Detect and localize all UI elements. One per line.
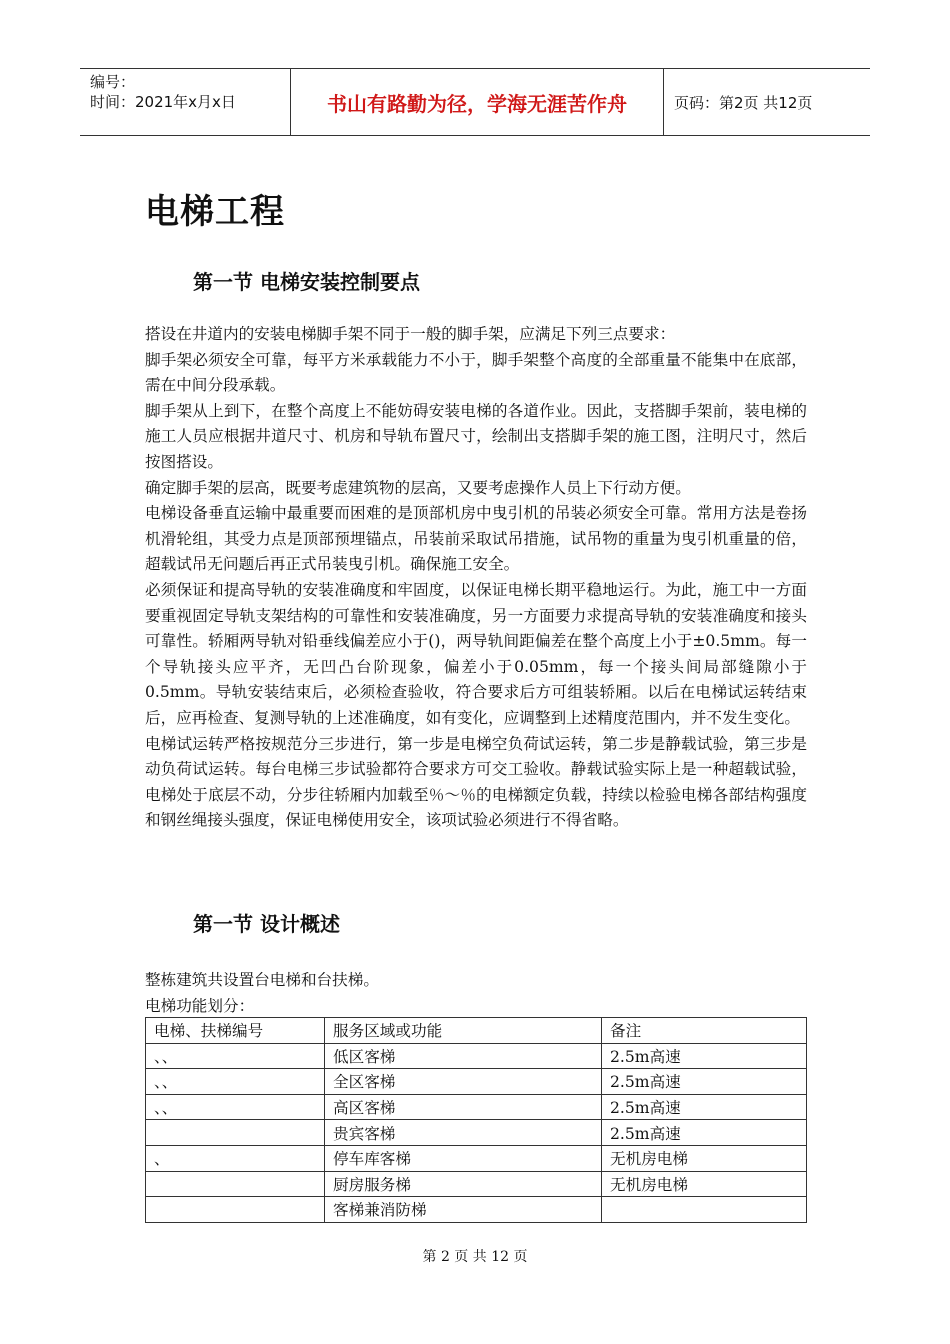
table-cell: 、、 (146, 1043, 325, 1069)
section1-body (145, 322, 807, 834)
table-cell: 、 (146, 1145, 325, 1171)
table-row (146, 1171, 807, 1197)
table-cell (602, 1197, 807, 1223)
table-caption: 电梯功能划分： (145, 996, 255, 1015)
table-cell: 无机房电梯 (602, 1171, 807, 1197)
section2-intro (145, 968, 807, 1019)
table-row (146, 1145, 807, 1171)
table-cell: 2.5m高速 (602, 1043, 807, 1069)
paragraph: 脚手架从上到下，在整个高度上不能妨碍安装电梯的各道作业。因此，支搭脚手架前，装电梯的施工人员应根据井道尺寸、机房和导轨布置尺寸，绘制出支搭脚手架的施工图，注明尺寸，然后按图搭设。 (145, 401, 807, 471)
paragraph: 电梯设备垂直运输中最重要而困难的是顶部机房中曳引机的吊装必须安全可靠。常用方法是卷扬机滑轮组，其受力点是顶部预埋锚点，吊装前采取试吊措施，试吊物的重量为曳引机重量的倍，超载试吊无问题后再正式吊装曳引机。确保施工安全。 (145, 504, 807, 574)
table-cell: 2.5m高速 (602, 1120, 807, 1146)
header-meta (80, 69, 291, 136)
table-cell: 贵宾客梯 (325, 1120, 602, 1146)
section1-title: 第一节 电梯安装控制要点 (193, 270, 420, 294)
intro-text: 整栋建筑共设置台电梯和台扶梯。 (145, 971, 379, 989)
table-cell: 无机房电梯 (602, 1145, 807, 1171)
paragraph: 电梯试运转严格按规范分三步进行，第一步是电梯空负荷试运转，第二步是静载试验，第三步是动负荷试运转。每台电梯三步试验都符合要求方可交工验收。静载试验实际上是一种超载试验，电梯处于底层不动，分步往轿厢内加载至％～％的电梯额定负载，持续以检验电梯各部结构强度和钢丝绳接头强度，保证电梯使用安全，该项试验必须进行不得省略。 (145, 734, 807, 830)
table-cell (146, 1197, 325, 1223)
table-cell (146, 1171, 325, 1197)
table-header-row (146, 1018, 807, 1044)
table-row (146, 1069, 807, 1095)
date-label: 时间：2021年x月x日 (90, 93, 236, 111)
table-cell: 2.5m高速 (602, 1094, 807, 1120)
document-title: 电梯工程 (145, 192, 285, 232)
table-cell: 、、 (146, 1069, 325, 1095)
table-row (146, 1094, 807, 1120)
paragraph: 确定脚手架的层高，既要考虑建筑物的层高，又要考虑操作人员上下行动方便。 (145, 478, 691, 497)
header-page-label: 页码：第2页 共12页 (664, 69, 871, 136)
paragraph: 搭设在井道内的安装电梯脚手架不同于一般的脚手架，应满足下列三点要求： (145, 325, 676, 343)
paragraph: 脚手架必须安全可靠，每平方米承载能力不小于，脚手架整个高度的全部重量不能集中在底部，需在中间分段承载。 (145, 350, 807, 395)
table-row (146, 1043, 807, 1069)
table-row (146, 1120, 807, 1146)
table-cell: 全区客梯 (325, 1069, 602, 1095)
page-header (80, 68, 870, 136)
page-footer: 第 2 页 共 12 页 (422, 1249, 528, 1265)
table-cell: 停车库客梯 (325, 1145, 602, 1171)
column-header: 电梯、扶梯编号 (146, 1018, 325, 1044)
table-cell (146, 1120, 325, 1146)
section2-title: 第一节 设计概述 (193, 912, 340, 936)
table-cell: 厨房服务梯 (325, 1171, 602, 1197)
header-motto: 书山有路勤为径，学海无涯苦作舟 (291, 69, 664, 136)
paragraph: 必须保证和提高导轨的安装准确度和牢固度，以保证电梯长期平稳地运行。为此，施工中一方面要重视固定导轨支架结构的可靠性和安装准确度，另一方面要力求提高导轨的安装准确度和接头可靠性。轿厢两导轨对铅垂线偏差应小于()，两导轨间距偏差在整个高度上小于±0.5mm。每一个导轨接头应平齐，无凹凸台阶现象，偏差小于0.05mm，每一个接头间局部缝隙小于0.5mm。导轨安装结束后，必须检查验收，符合要求后方可组装轿厢。以后在电梯试运转结束后，应再检查、复测导轨的上述准确度，如有变化，应调整到上述精度范围内，并不发生变化。 (145, 580, 807, 727)
table-cell: 高区客梯 (325, 1094, 602, 1120)
table-row (146, 1197, 807, 1223)
table-cell: 2.5m高速 (602, 1069, 807, 1095)
table-cell: 、、 (146, 1094, 325, 1120)
code-label: 编号： (90, 73, 136, 91)
elevator-function-table (145, 1017, 807, 1223)
table-cell: 低区客梯 (325, 1043, 602, 1069)
column-header: 备注 (602, 1018, 807, 1044)
column-header: 服务区域或功能 (325, 1018, 602, 1044)
table-cell: 客梯兼消防梯 (325, 1197, 602, 1223)
